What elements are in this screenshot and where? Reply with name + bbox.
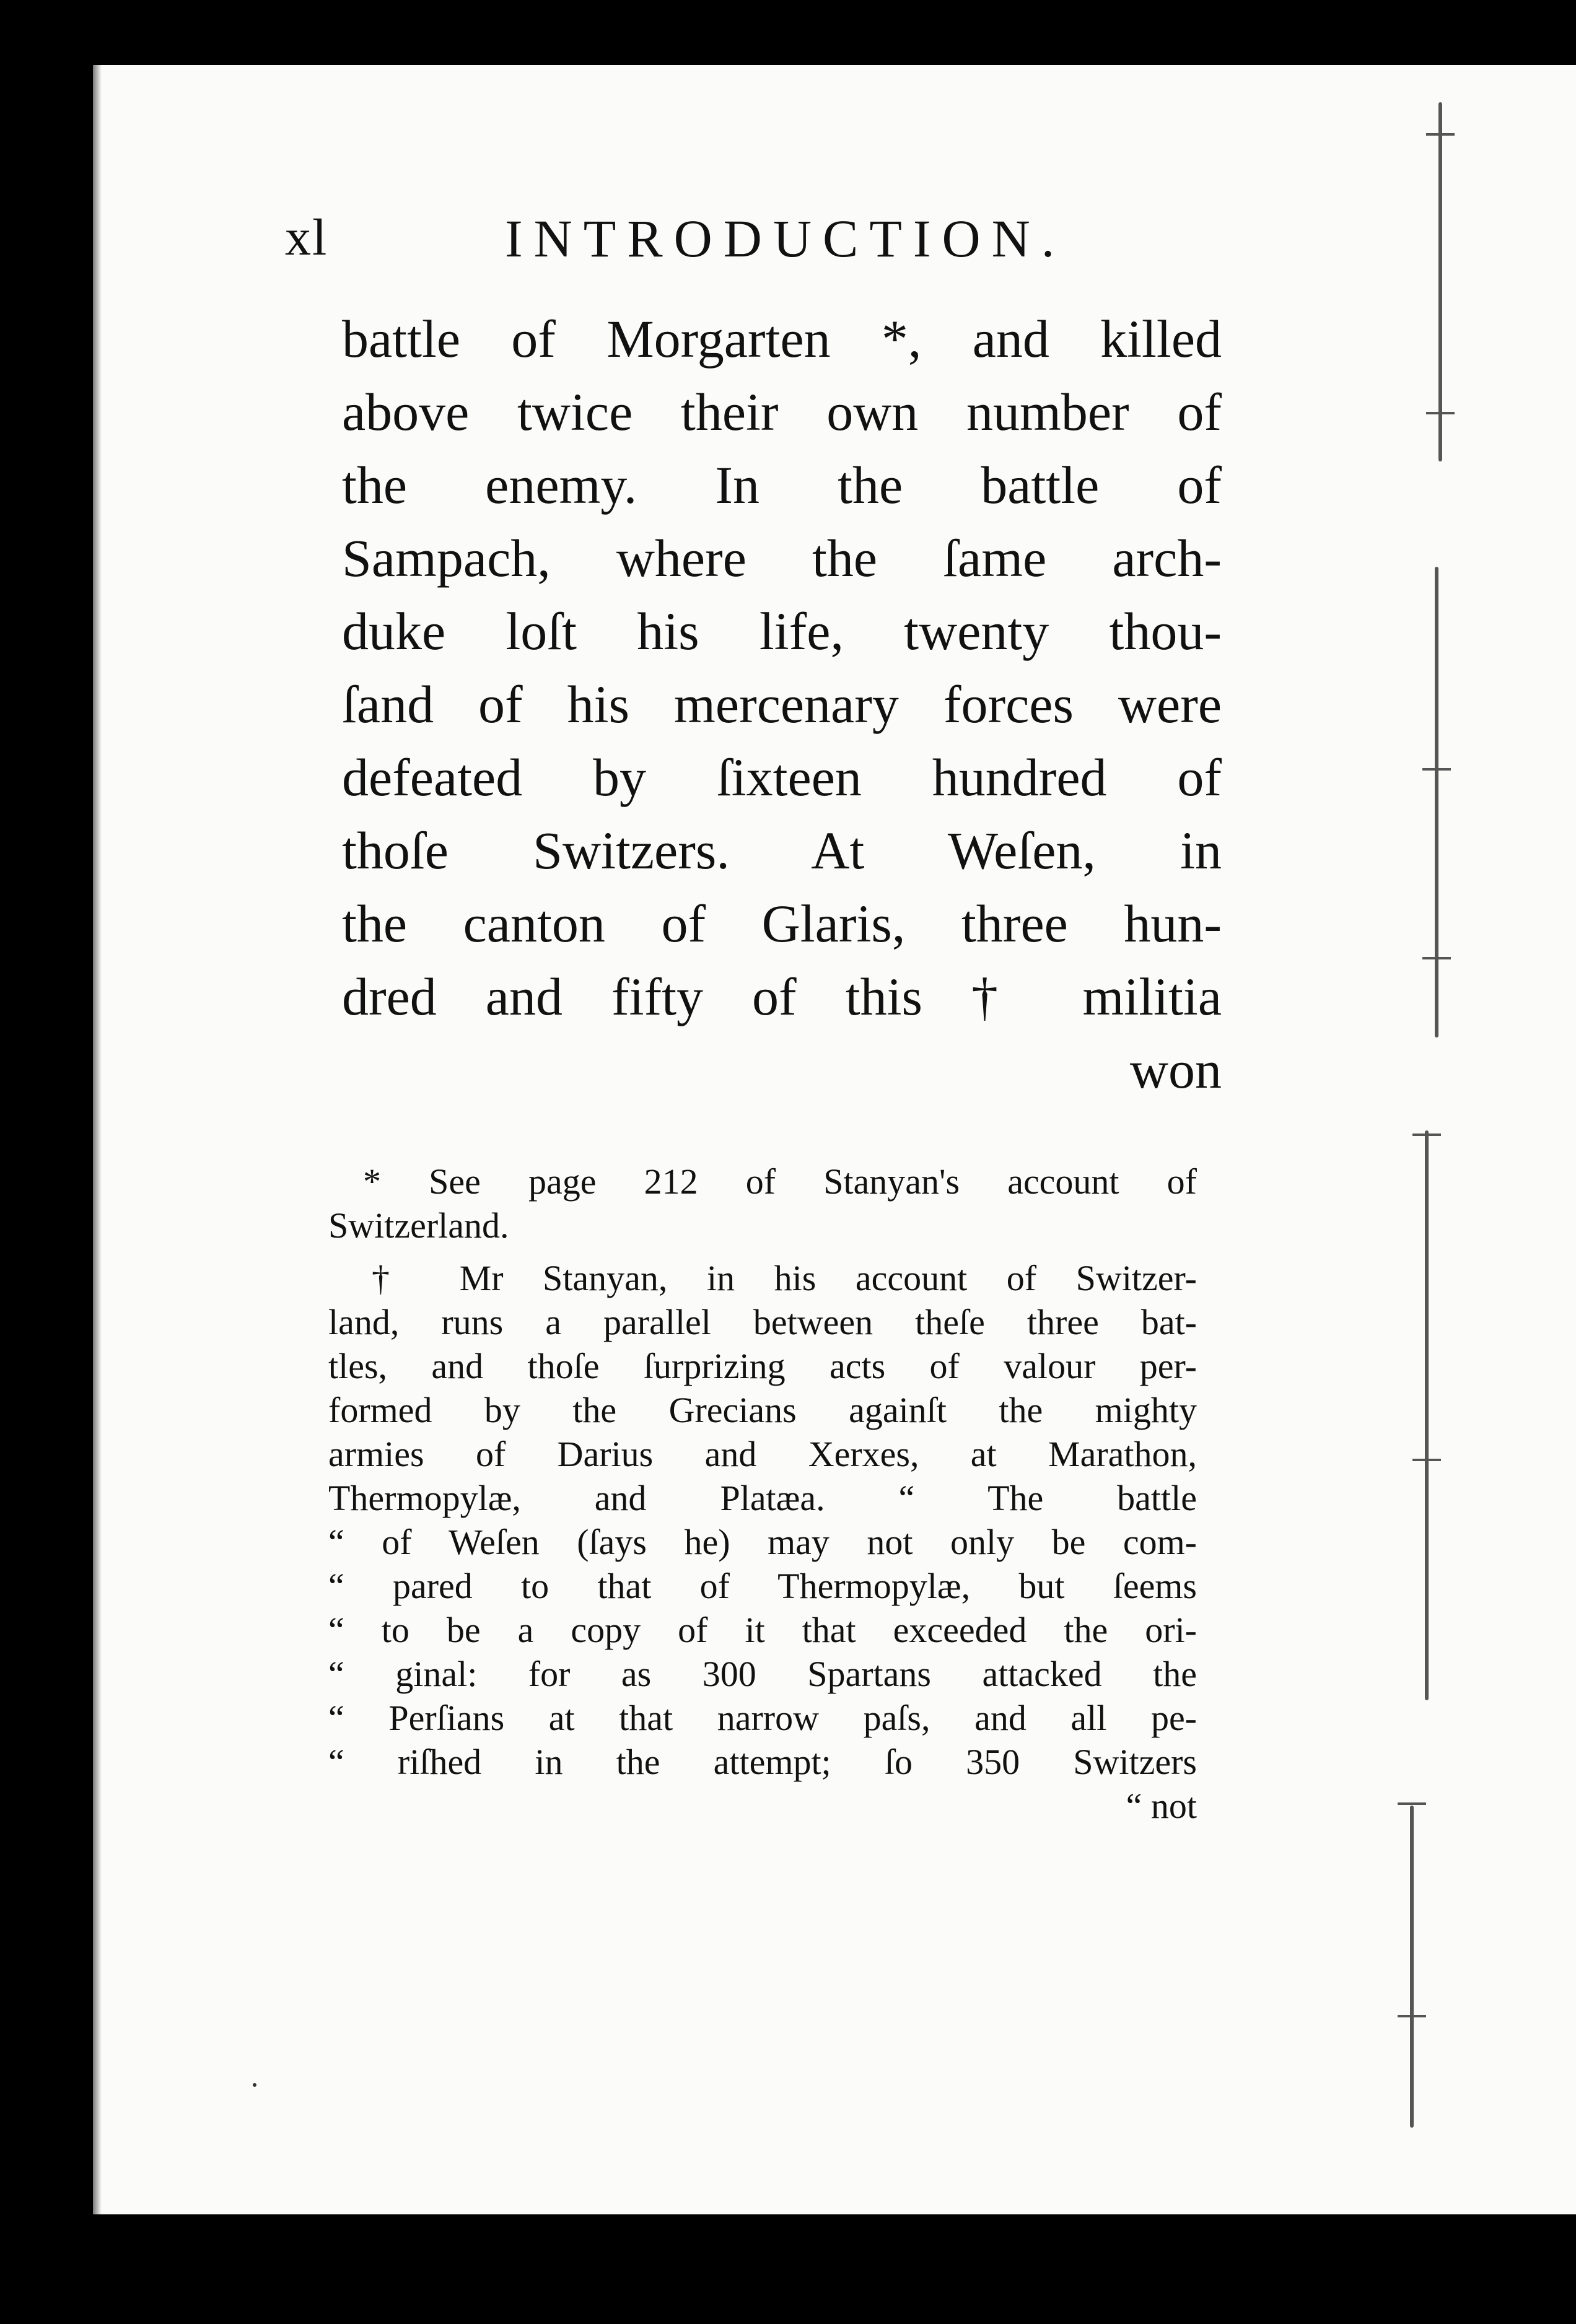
footnote-line: Thermopylæ, and Platæa. “ The battle — [328, 1478, 1197, 1518]
body-line: the canton of Glaris, three hun- — [342, 894, 1222, 953]
margin-rule — [1438, 102, 1442, 461]
margin-tick — [1398, 2015, 1426, 2017]
footnote-line: Switzerland. — [328, 1205, 509, 1246]
footnote-line: “ pared to that of Thermopylæ, but ſeems — [328, 1566, 1197, 1606]
footnote-1 — [328, 1160, 1197, 1247]
footnote-2 — [328, 1256, 1197, 1828]
footnote-line: tles, and thoſe ſurprizing acts of valour per- — [328, 1346, 1197, 1386]
margin-tick — [1426, 133, 1455, 136]
footnote-catchword: “ not — [1126, 1786, 1197, 1826]
margin-tick — [1412, 1459, 1441, 1461]
margin-rule — [1425, 1130, 1429, 1700]
margin-tick — [1398, 1802, 1426, 1805]
footnote-line: “ ginal: for as 300 Spartans attacked the — [328, 1654, 1197, 1694]
margin-tick — [1412, 1134, 1441, 1136]
body-line: thoſe Switzers. At Weſen, in — [342, 821, 1222, 880]
body-line: dred and fifty of this † militia — [342, 967, 1222, 1026]
page-title: INTRODUCTION. — [505, 209, 1066, 268]
footnote-line: armies of Darius and Xerxes, at Marathon, — [328, 1434, 1197, 1474]
margin-tick — [1422, 957, 1451, 959]
running-head — [192, 208, 1171, 288]
margin-tick — [1422, 768, 1451, 771]
footnote-line: “ of Weſen (ſays he) may not only be com- — [328, 1522, 1197, 1562]
ink-speck — [253, 2083, 256, 2087]
catchword: won — [1129, 1040, 1222, 1099]
body-text — [342, 302, 1222, 1106]
body-line: defeated by ſixteen hundred of — [342, 748, 1222, 807]
footnote-line: * See page 212 of Stanyan's account of — [363, 1161, 1197, 1202]
footnote-line: “ riſhed in the attempt; ſo 350 Switzers — [328, 1742, 1197, 1782]
margin-rule — [1435, 567, 1438, 1038]
footnote-line: land, runs a parallel between theſe three bat- — [328, 1302, 1197, 1342]
footnote-line: “ Perſians at that narrow paſs, and all pe- — [328, 1698, 1197, 1738]
body-line: ſand of his mercenary forces were — [342, 675, 1222, 734]
body-line: the enemy. In the battle of — [342, 455, 1222, 515]
page-number: xl — [285, 209, 328, 266]
body-line: Sampach, where the ſame arch- — [342, 528, 1222, 588]
page-gutter-shadow — [93, 65, 102, 2214]
footnote-line: “ to be a copy of it that exceeded the ori- — [328, 1610, 1197, 1650]
footnote-line: formed by the Grecians againſt the mighty — [328, 1390, 1197, 1430]
margin-tick — [1426, 412, 1455, 414]
footnotes — [328, 1160, 1197, 1828]
margin-rule — [1410, 1806, 1414, 2128]
body-line: above twice their own number of — [342, 382, 1222, 442]
footnote-line: † Mr Stanyan, in his account of Switzer- — [372, 1258, 1197, 1298]
body-line: battle of Morgarten *, and killed — [342, 309, 1222, 369]
body-line: duke loſt his life, twenty thou- — [342, 601, 1222, 661]
